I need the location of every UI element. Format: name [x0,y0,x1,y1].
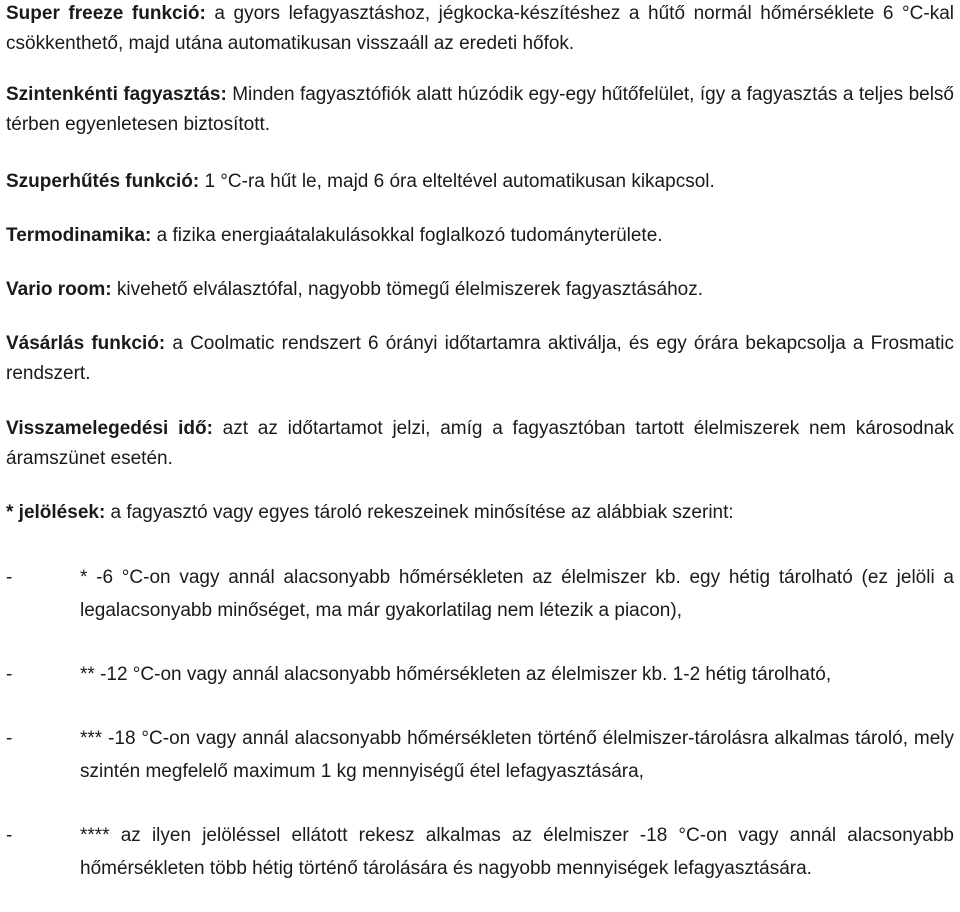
term-label: * jelölések: [6,502,106,523]
term-label: Szintenkénti fagyasztás: [6,84,227,105]
list-item-text: * -6 °C-on vagy annál alacsonyabb hőmérsékleten az élelmiszer kb. egy hétig tárolható (ez jelöli a legalacsonyabb minőséget, ma már gyakorlatilag nem létezik a piacon), [80,567,954,621]
term-label: Termodinamika: [6,225,152,246]
definition-visszamelegedesi-ido [6,414,954,474]
definition-vasarlas [6,329,954,389]
list-item-text: ** -12 °C-on vagy annál alacsonyabb hőmérsékleten az élelmiszer kb. 1-2 hétig tárolható, [80,664,832,685]
definition-text: azt az időtartamot jelzi, amíg a fagyasztóban tartott élelmiszerek nem károsodnak áramszünet esetén. [6,418,955,469]
definition-jelolesek [6,498,954,528]
definition-szuperhutes [6,167,954,197]
list-dash: - [6,825,13,846]
definition-text: a fizika energiaátalakulásokkal foglalkozó tudományterülete. [151,225,663,246]
list-item-text: **** az ilyen jelöléssel ellátott rekesz alkalmas az élelmiszer -18 °C-on vagy annál alacsonyabb hőmérsékleten több hétig történő tárolására és nagyobb mennyiségek lefagyasztására. [80,825,954,879]
definition-text: Minden fagyasztófiók alatt húzódik egy-egy hűtőfelület, így a fagyasztás a teljes belső térben egyenletesen biztosított. [6,84,955,135]
term-label: Vásárlás funkció: [6,333,166,354]
term-label: Super freeze funkció: [6,3,206,24]
list-item [6,562,954,627]
definition-text: a gyors lefagyasztáshoz, jégkocka-készítéshez a hűtő normál hőmérséklete 6 °C-kal csökkenthető, majd utána automatikusan visszaáll az eredeti hőfok. [6,3,954,54]
list-item-text: *** -18 °C-on vagy annál alacsonyabb hőmérsékleten történő élelmiszer-tárolásra alkalmas tároló, mely szintén megfelelő maximum 1 kg mennyiségű étel lefagyasztására, [80,728,954,782]
list-item [6,659,954,692]
definition-text: a fagyasztó vagy egyes tároló rekeszeinek minősítése az alábbiak szerint: [105,502,734,523]
definition-text: a Coolmatic rendszert 6 órányi időtartamra aktiválja, és egy órára bekapcsolja a Frosmatic rendszert. [6,333,955,384]
list-item [6,820,954,885]
definition-text: 1 °C-ra hűt le, majd 6 óra elteltével automatikusan kikapcsol. [199,171,715,192]
term-label: Szuperhűtés funkció: [6,171,200,192]
term-label: Visszamelegedési idő: [6,418,213,439]
definition-text: kivehető elválasztófal, nagyobb tömegű élelmiszerek fagyasztásához. [111,279,704,300]
definition-vario-room [6,275,954,305]
term-label: Vario room: [6,279,112,300]
list-item [6,723,954,788]
definition-termodinamika [6,221,954,251]
list-dash: - [6,728,13,749]
list-dash: - [6,567,13,588]
definition-szintenkenti-fagyasztas [6,80,954,140]
definition-super-freeze [6,0,954,59]
list-dash: - [6,664,13,685]
